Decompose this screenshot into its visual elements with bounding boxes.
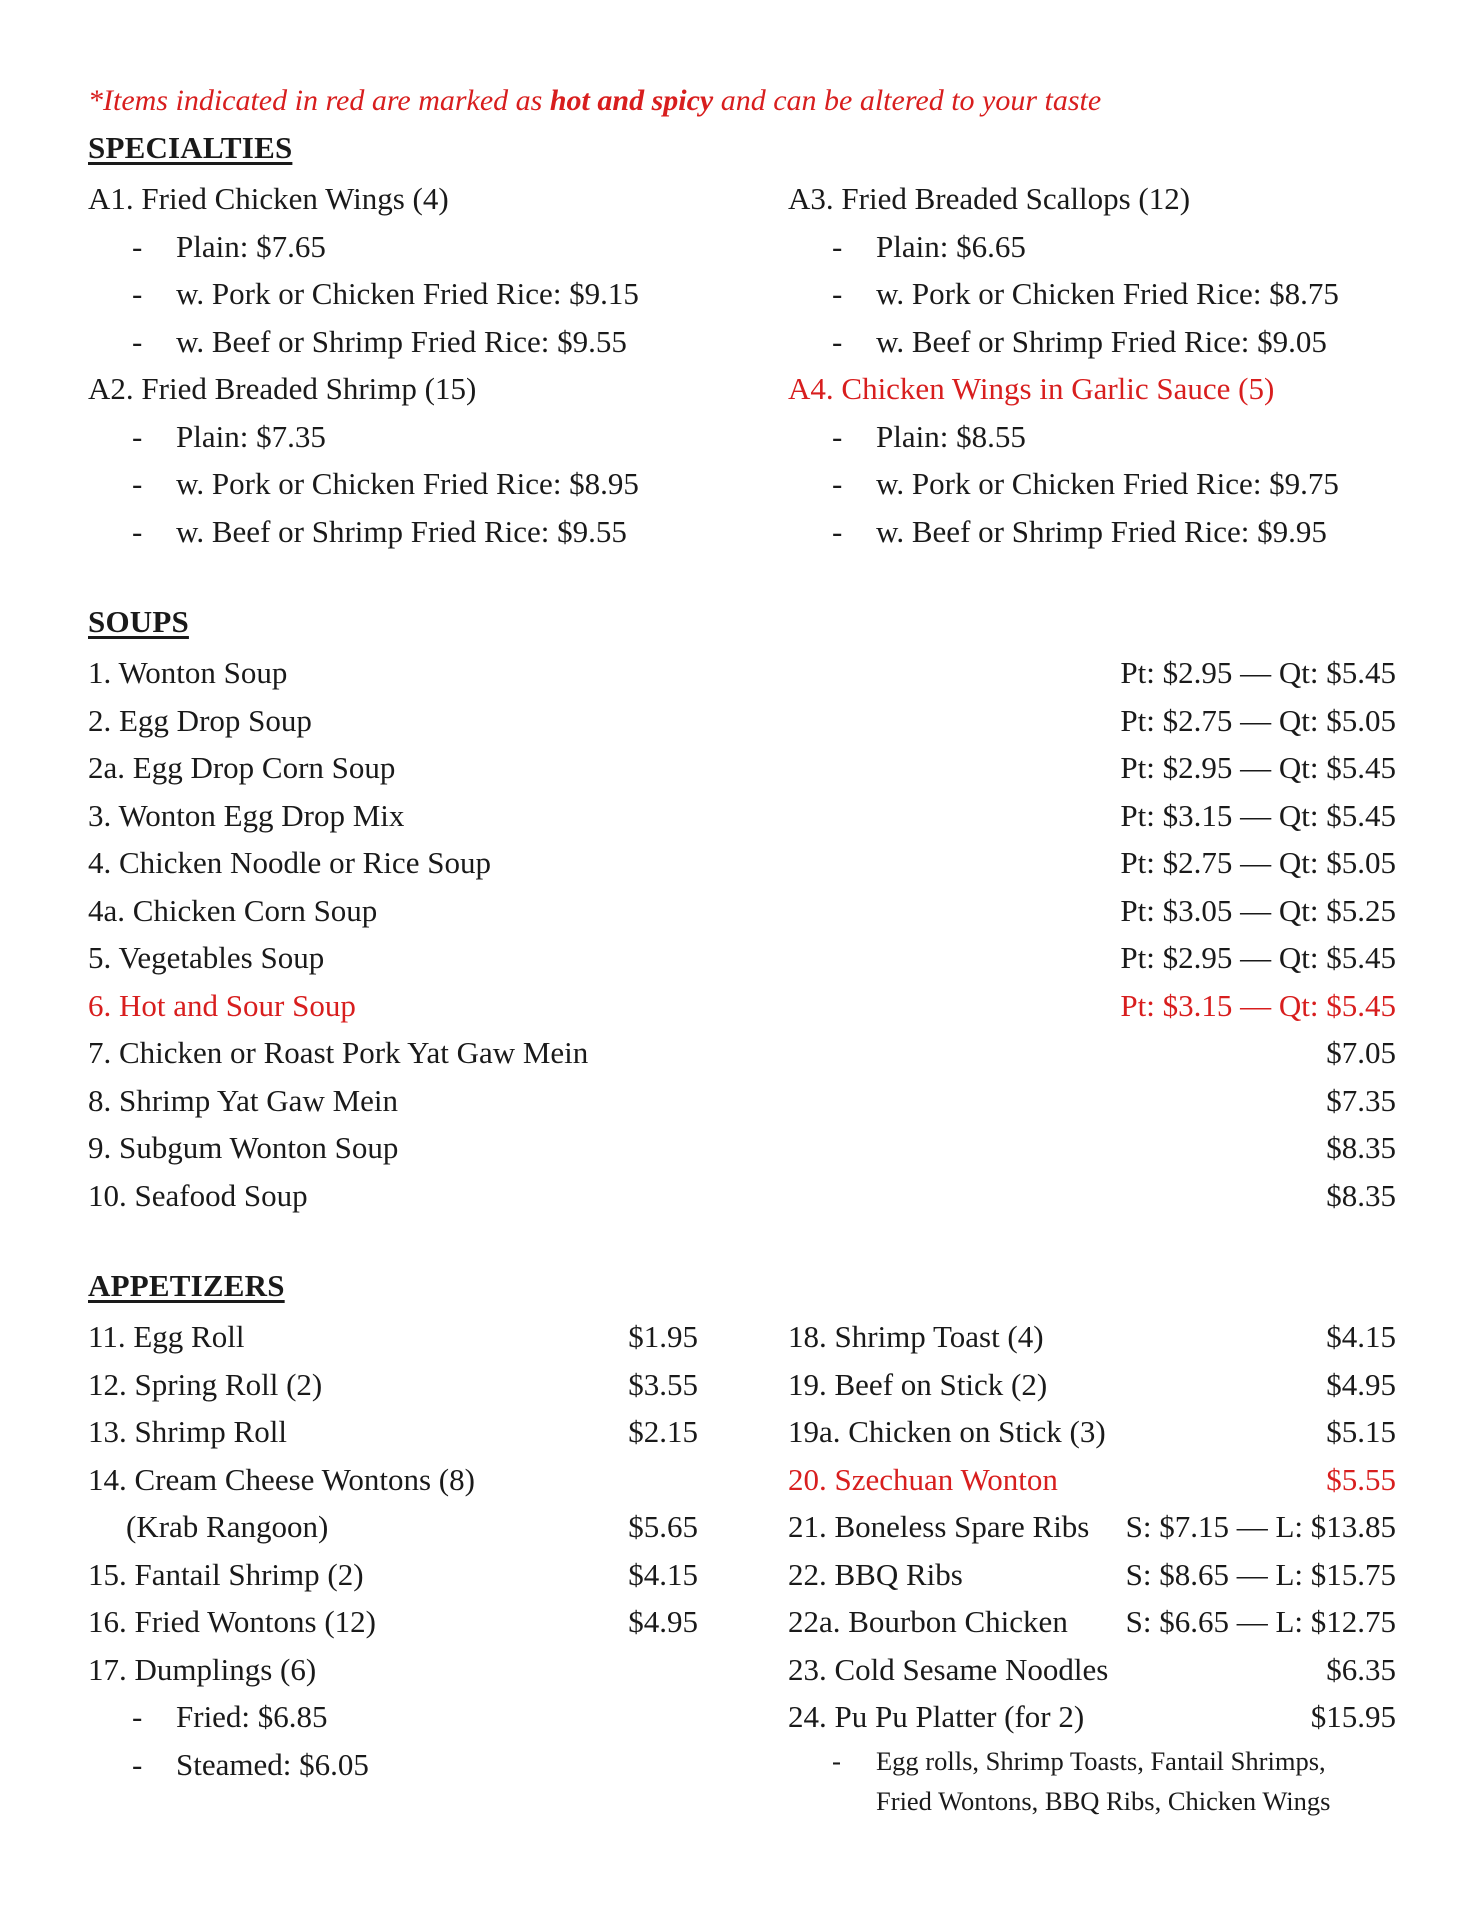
specialty-a3-option <box>788 318 1396 366</box>
appetizer-row <box>788 1693 1396 1741</box>
appetizer-name: 23. Cold Sesame Noodles <box>788 1651 1109 1687</box>
appetizer-row <box>788 1646 1396 1694</box>
appetizer-row <box>88 1551 698 1599</box>
soup-name: 4. Chicken Noodle or Rice Soup <box>88 845 491 880</box>
soup-price: Pt: $3.15 — Qt: $5.45 <box>1120 987 1396 1023</box>
appetizer-price: S: $8.65 — L: $15.75 <box>1125 1556 1396 1592</box>
appetizer-price: $4.95 <box>1326 1366 1396 1402</box>
appetizer-name: 24. Pu Pu Platter (for 2) <box>788 1699 1085 1734</box>
soup-price: $8.35 <box>1326 1130 1396 1165</box>
dash: - <box>132 513 143 549</box>
soup-price: $7.05 <box>1326 1035 1396 1070</box>
appetizer-name: 22. BBQ Ribs <box>788 1556 963 1592</box>
soup-price: Pt: $3.15 — Qt: $5.45 <box>1120 797 1396 833</box>
option-text: Steamed: $6.05 <box>176 1746 369 1782</box>
specialty-a3-option <box>788 270 1396 318</box>
pupu-platter-description <box>788 1741 1396 1821</box>
specialty-a1-option <box>88 223 788 271</box>
soup-name: 8. Shrimp Yat Gaw Mein <box>88 1082 399 1118</box>
appetizer-price: S: $7.15 — L: $13.85 <box>1125 1509 1396 1544</box>
dumpling-option <box>88 1741 698 1789</box>
specialties-section <box>88 175 1396 555</box>
dash: - <box>132 323 143 359</box>
appetizer-name: 17. Dumplings (6) <box>88 1651 317 1687</box>
specialty-a4-option <box>788 413 1396 461</box>
option-text: Plain: $8.55 <box>876 418 1026 454</box>
dash: - <box>832 323 843 359</box>
specialties-right-column <box>788 175 1396 555</box>
appetizer-row <box>88 1408 698 1456</box>
option-text: Plain: $7.35 <box>176 418 326 454</box>
option-text: w. Beef or Shrimp Fried Rice: $9.55 <box>176 513 627 549</box>
appetizer-row <box>788 1598 1396 1646</box>
appetizer-price: $1.95 <box>628 1319 698 1354</box>
specialty-a2-option <box>88 508 788 556</box>
appetizer-name: 11. Egg Roll <box>88 1319 245 1354</box>
appetizer-row <box>88 1598 698 1646</box>
option-text: w. Beef or Shrimp Fried Rice: $9.05 <box>876 323 1327 359</box>
appetizer-row <box>88 1456 698 1504</box>
soup-row <box>88 792 1396 840</box>
soup-row <box>88 649 1396 697</box>
soup-name: 6. Hot and Sour Soup <box>88 987 356 1023</box>
appetizer-price: $15.95 <box>1310 1699 1396 1734</box>
appetizer-price: $5.15 <box>1326 1414 1396 1449</box>
option-text: w. Pork or Chicken Fried Rice: $8.75 <box>876 276 1339 311</box>
soup-row <box>88 934 1396 982</box>
appetizer-name: 19. Beef on Stick (2) <box>788 1366 1048 1402</box>
option-text: w. Pork or Chicken Fried Rice: $9.15 <box>176 276 639 311</box>
soup-name: 1. Wonton Soup <box>88 655 288 690</box>
dumpling-option <box>88 1693 698 1741</box>
dash: - <box>832 466 843 501</box>
soup-row <box>88 1077 1396 1125</box>
soup-name: 2a. Egg Drop Corn Soup <box>88 750 396 785</box>
specialty-a4-option <box>788 460 1396 508</box>
soup-name: 3. Wonton Egg Drop Mix <box>88 797 405 833</box>
soup-price: Pt: $2.75 — Qt: $5.05 <box>1120 702 1396 738</box>
soup-row <box>88 887 1396 935</box>
appetizer-price: $4.15 <box>1326 1319 1396 1354</box>
soup-price: Pt: $2.95 — Qt: $5.45 <box>1120 940 1396 975</box>
appetizer-name: 15. Fantail Shrimp (2) <box>88 1556 364 1592</box>
specialty-a1-name: A1. Fried Chicken Wings (4) <box>88 181 449 216</box>
specialty-a4-name: A4. Chicken Wings in Garlic Sauce (5) <box>788 371 1275 406</box>
specialty-a1-option <box>88 270 788 318</box>
note-prefix: *Items indicated in red are marked as <box>88 84 550 117</box>
dash: - <box>832 1745 841 1776</box>
appetizer-row <box>788 1551 1396 1599</box>
specialty-a3-name: A3. Fried Breaded Scallops (12) <box>788 181 1191 216</box>
soup-name: 2. Egg Drop Soup <box>88 702 312 738</box>
option-text: Plain: $6.65 <box>876 228 1026 264</box>
soup-name: 5. Vegetables Soup <box>88 940 325 975</box>
option-text: w. Beef or Shrimp Fried Rice: $9.95 <box>876 513 1327 549</box>
soup-price: Pt: $2.95 — Qt: $5.45 <box>1120 750 1396 785</box>
appetizer-row-spicy <box>788 1456 1396 1504</box>
appetizers-heading: APPETIZERS <box>88 1268 285 1303</box>
appetizer-row <box>88 1646 698 1694</box>
appetizer-price: $5.65 <box>628 1509 698 1544</box>
appetizer-price: $4.15 <box>628 1556 698 1592</box>
dash: - <box>132 418 143 454</box>
appetizer-row <box>88 1361 698 1409</box>
appetizer-price: $6.35 <box>1326 1651 1396 1687</box>
dash: - <box>832 418 843 454</box>
soups-heading: SOUPS <box>88 604 189 639</box>
appetizer-name: 19a. Chicken on Stick (3) <box>788 1414 1106 1449</box>
description-text: Egg rolls, Shrimp Toasts, Fantail Shrimps, Fried Wontons, BBQ Ribs, Chicken Wings <box>876 1745 1331 1816</box>
soup-price: Pt: $2.75 — Qt: $5.05 <box>1120 845 1396 880</box>
option-text: Plain: $7.65 <box>176 228 326 264</box>
soup-name: 7. Chicken or Roast Pork Yat Gaw Mein <box>88 1035 589 1070</box>
soup-row <box>88 1172 1396 1220</box>
soup-price: Pt: $2.95 — Qt: $5.45 <box>1120 655 1396 690</box>
soup-price: $8.35 <box>1326 1177 1396 1213</box>
appetizers-right-column <box>788 1313 1396 1821</box>
appetizer-name: 14. Cream Cheese Wontons (8) <box>88 1461 475 1497</box>
dash: - <box>832 513 843 549</box>
specialty-a2-option <box>88 460 788 508</box>
spicy-note <box>88 82 1396 128</box>
soup-row <box>88 839 1396 887</box>
specialty-a3-option <box>788 223 1396 271</box>
specialty-a1-option <box>88 318 788 366</box>
appetizer-name: 13. Shrimp Roll <box>88 1414 287 1449</box>
note-emphasis: hot and spicy <box>549 84 714 117</box>
appetizer-price: $2.15 <box>628 1414 698 1449</box>
appetizer-row <box>788 1408 1396 1456</box>
soup-name: 9. Subgum Wonton Soup <box>88 1130 399 1165</box>
dash: - <box>132 228 143 264</box>
option-text: w. Pork or Chicken Fried Rice: $8.95 <box>176 466 639 501</box>
menu-page <box>88 82 1396 1821</box>
dash: - <box>832 276 843 311</box>
appetizer-price: S: $6.65 — L: $12.75 <box>1125 1604 1396 1639</box>
appetizer-row <box>788 1313 1396 1361</box>
soup-row <box>88 1029 1396 1077</box>
dash: - <box>132 1746 143 1782</box>
specialty-a2-option <box>88 413 788 461</box>
appetizer-name: 16. Fried Wontons (12) <box>88 1604 376 1639</box>
dash: - <box>132 1699 143 1734</box>
appetizer-name: 20. Szechuan Wonton <box>788 1461 1058 1497</box>
section-gap <box>88 555 1396 602</box>
soup-row <box>88 1124 1396 1172</box>
soup-price: $7.35 <box>1326 1082 1396 1118</box>
soup-name: 4a. Chicken Corn Soup <box>88 892 378 928</box>
appetizer-name: (Krab Rangoon) <box>126 1509 329 1544</box>
appetizer-row <box>88 1313 698 1361</box>
appetizers-left-column <box>88 1313 788 1821</box>
specialty-a4-option <box>788 508 1396 556</box>
appetizer-row <box>788 1361 1396 1409</box>
specialty-a2-name: A2. Fried Breaded Shrimp (15) <box>88 371 477 406</box>
dash: - <box>132 276 143 311</box>
appetizer-row <box>788 1503 1396 1551</box>
note-suffix: and can be altered to your taste <box>713 84 1102 117</box>
soup-price: Pt: $3.05 — Qt: $5.25 <box>1120 892 1396 928</box>
soups-list <box>88 649 1396 1219</box>
appetizers-section <box>88 1313 1396 1821</box>
appetizer-name: 22a. Bourbon Chicken <box>788 1604 1068 1639</box>
appetizer-name: 12. Spring Roll (2) <box>88 1366 323 1402</box>
specialties-left-column <box>88 175 788 555</box>
appetizer-price: $5.55 <box>1326 1461 1396 1497</box>
option-text: w. Pork or Chicken Fried Rice: $9.75 <box>876 466 1339 501</box>
appetizer-name: 18. Shrimp Toast (4) <box>788 1319 1044 1354</box>
soup-row <box>88 697 1396 745</box>
appetizer-row <box>88 1503 698 1551</box>
specialties-heading: SPECIALTIES <box>88 130 293 165</box>
appetizer-price: $4.95 <box>628 1604 698 1639</box>
section-gap <box>88 1219 1396 1266</box>
soup-row-spicy <box>88 982 1396 1030</box>
dash: - <box>832 228 843 264</box>
appetizer-name: 21. Boneless Spare Ribs <box>788 1509 1090 1544</box>
option-text: w. Beef or Shrimp Fried Rice: $9.55 <box>176 323 627 359</box>
soup-row <box>88 744 1396 792</box>
dash: - <box>132 466 143 501</box>
option-text: Fried: $6.85 <box>176 1699 328 1734</box>
soup-name: 10. Seafood Soup <box>88 1177 308 1213</box>
appetizer-price: $3.55 <box>628 1366 698 1402</box>
